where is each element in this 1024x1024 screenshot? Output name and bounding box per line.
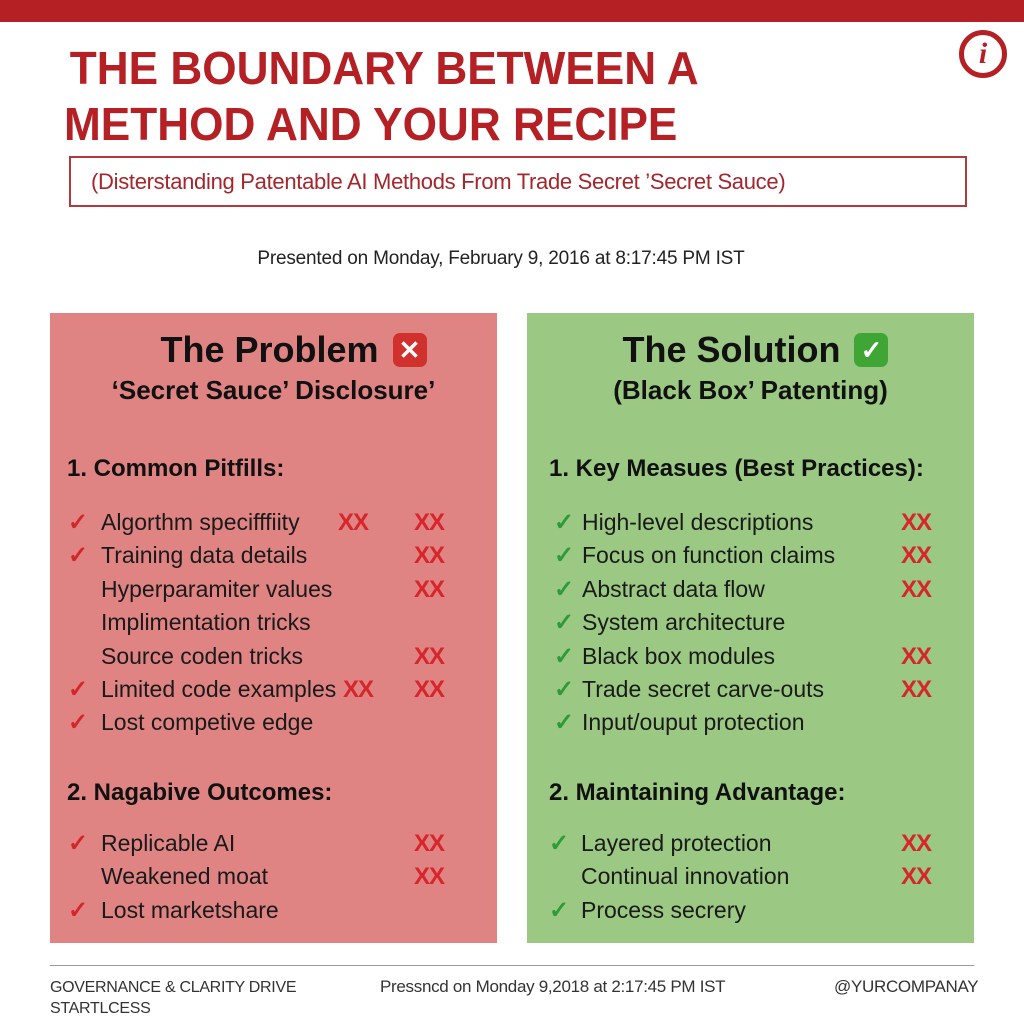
xx-mark: XX [414,575,445,603]
solution-advantage-list [527,827,974,927]
xx-mark: XX [338,509,369,536]
item-label: Lost competive edge [101,709,314,736]
solution-section-1-heading: 1. Key Measues (Best Practices): [549,455,924,482]
xx-mark: XX [414,509,445,536]
item-label: Lost marketshare [101,896,279,923]
solution-section-2-heading: 2. Maintaining Advantage: [549,779,846,806]
list-item [527,706,974,739]
problem-panel [50,313,497,943]
solution-subtitle: (Black Box’ Patenting) [613,375,888,405]
item-label: Algorthm specifffiity [101,509,300,535]
problem-section-2-heading: 2. Nagabive Outcomes: [67,779,333,806]
xx-mark: XX [414,830,445,857]
page-title [64,40,890,152]
check-icon: ✓ [554,675,575,703]
item-label: Focus on function claims [582,542,836,569]
info-glyph: i [978,37,988,70]
problem-outcomes-list [50,827,497,927]
subtitle-text: (Disterstanding Patentable AI Methods From Trade Secret ’Secret Sauce) [91,168,786,194]
item-label: Hyperparamiter values [101,575,333,602]
xx-mark: XX [901,675,932,703]
info-icon[interactable] [959,30,1007,78]
check-icon: ✓ [68,709,89,737]
list-item [50,894,497,927]
list-item [50,606,497,639]
check-icon: ✓ [68,542,89,570]
list-item [527,506,974,539]
list-item [527,827,974,860]
item-label: System architecture [582,609,786,636]
list-item [527,860,974,893]
xx-mark: XX [901,542,932,570]
list-item [50,827,497,860]
list-item [527,640,974,673]
xx-mark: XX [901,575,932,603]
check-icon: ✓ [549,896,570,924]
item-label: Process secrery [581,896,746,923]
item-label: Abstract data flow [582,575,765,602]
check-icon: ✓ [554,509,575,536]
footer-tagline-line-1: GOVERNANCE & CLARITY DRIVE [50,979,297,996]
solution-title [527,329,974,371]
check-icon: ✓ [554,642,575,670]
solution-panel [527,313,974,943]
problem-section-1-heading: 1. Common Pitfills: [67,455,285,482]
solution-title-text: The Solution [622,329,841,370]
item-label: Implimentation tricks [101,609,311,636]
check-icon: ✓ [549,830,570,857]
item-label: Source coden tricks [101,642,303,669]
list-item [527,606,974,639]
top-accent-bar [0,0,1024,22]
page-title-line-2: METHOD AND YOUR RECIPE [64,98,678,150]
footer-divider [50,965,974,966]
check-icon: ✓ [68,830,89,857]
xx-mark: XX [901,863,932,891]
list-item [527,673,974,706]
list-item [527,894,974,927]
solution-measures-list [527,506,974,740]
check-icon: ✓ [554,575,575,603]
check-icon: ✓ [554,609,575,637]
item-label: Black box modules [582,642,776,669]
xx-mark: XX [901,830,932,857]
check-box-icon: ✓ [854,333,888,367]
footer-tagline [50,977,296,1019]
problem-title [50,329,497,371]
item-label: Layered protection [581,830,772,856]
problem-pitfalls-list [50,506,497,740]
footer-date: Pressncd on Monday 9,2018 at 2:17:45 PM IST [380,977,726,996]
list-item [50,539,497,572]
check-icon: ✓ [68,675,89,703]
list-item [50,673,497,706]
item-label: Training data details [101,542,308,569]
item-label: Trade secret carve-outs [582,675,825,702]
list-item [50,506,497,539]
xx-mark: XX [901,509,932,536]
item-label: Replicable AI [101,830,236,856]
item-label: Continual innovation [581,863,790,890]
xx-mark: XX [414,642,445,670]
check-icon: ✓ [554,709,575,737]
cross-mark-icon: ✕ [393,333,427,367]
xx-mark: XX [414,542,445,570]
xx-mark: XX [414,675,445,703]
problem-title-text: The Problem [160,329,379,370]
check-icon: ✓ [68,509,89,536]
item-label: Weakened moat [101,863,269,890]
xx-mark: XX [414,863,445,891]
item-label: Input/ouput protection [582,709,805,736]
list-item [50,640,497,673]
check-icon: ✓ [68,896,89,924]
page-title-line-1: THE BOUNDARY BETWEEN A [69,42,699,94]
check-icon: ✓ [554,542,575,570]
list-item [50,860,497,893]
xx-mark: XX [343,675,374,703]
list-item [527,539,974,572]
footer-handle[interactable]: @YURCOMPANAY [834,977,979,996]
subtitle-box [69,156,967,207]
problem-subtitle: ‘Secret Sauce’ Disclosure’ [111,375,436,405]
item-label: Limited code examples [101,675,337,702]
item-label: High-level descriptions [582,509,814,535]
list-item [50,573,497,606]
list-item [50,706,497,739]
xx-mark: XX [901,642,932,670]
footer-tagline-line-2: STARTLCESS [50,1000,151,1017]
presented-date: Presented on Monday, February 9, 2016 at 8:17:45 PM IST [257,248,745,269]
list-item [527,573,974,606]
